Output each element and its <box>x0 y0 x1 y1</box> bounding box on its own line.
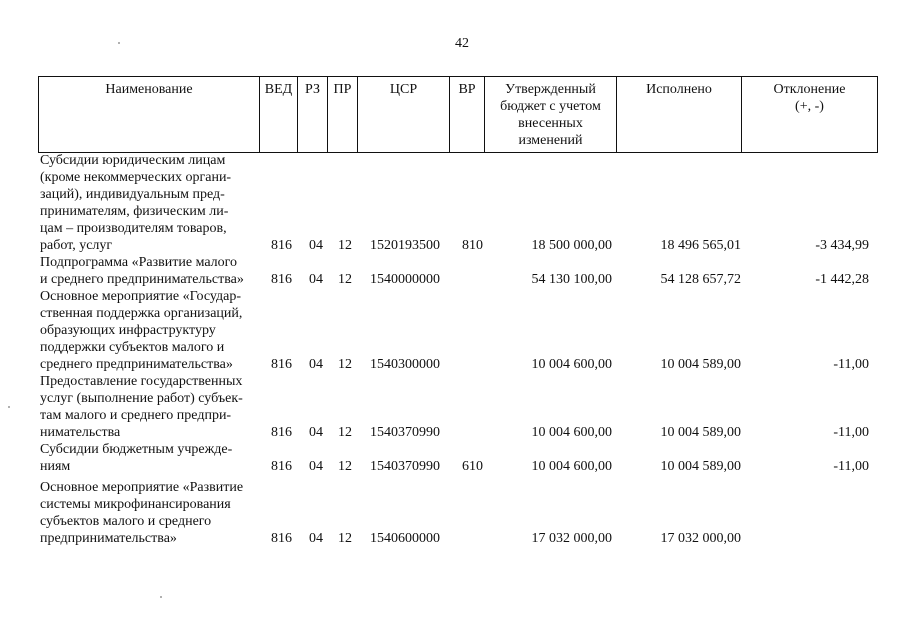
row-executed: 10 004 589,00 <box>660 357 741 372</box>
row-pr: 12 <box>338 531 352 546</box>
row-deviation: -11,00 <box>833 425 869 440</box>
row-rz: 04 <box>309 357 323 372</box>
row-ved: 816 <box>271 357 292 372</box>
row-csr: 1540000000 <box>370 272 440 287</box>
row-rz: 04 <box>309 531 323 546</box>
row-executed: 10 004 589,00 <box>660 425 741 440</box>
row-name: Основное мероприятие «Государ- ственная поддержка организаций, образующих инфраструктуру поддержки субъектов малого и среднего предпринимательства» <box>40 289 243 372</box>
row-csr: 1540370990 <box>370 425 440 440</box>
row-name: Подпрограмма «Развитие малого и среднего предпринимательства» <box>40 255 244 287</box>
row-budget: 10 004 600,00 <box>531 425 612 440</box>
row-budget: 10 004 600,00 <box>531 357 612 372</box>
row-executed: 54 128 657,72 <box>660 272 741 287</box>
row-deviation: -3 434,99 <box>815 238 869 253</box>
table-header <box>38 76 878 153</box>
row-name: Основное мероприятие «Развитие системы микрофинансирования субъектов малого и среднего предпринимательства» <box>40 480 244 546</box>
row-rz: 04 <box>309 272 323 287</box>
row-csr: 1520193500 <box>370 238 440 253</box>
row-deviation: -1 442,28 <box>815 272 869 287</box>
row-pr: 12 <box>338 425 352 440</box>
row-pr: 12 <box>338 357 352 372</box>
row-ved: 816 <box>271 425 292 440</box>
header-vr: ВР <box>449 77 484 152</box>
row-pr: 12 <box>338 459 352 474</box>
row-ved: 816 <box>271 238 292 253</box>
row-csr: 1540600000 <box>370 531 440 546</box>
page-number: 42 <box>455 36 469 51</box>
header-rz: РЗ <box>297 77 327 152</box>
row-executed: 18 496 565,01 <box>660 238 741 253</box>
row-budget: 18 500 000,00 <box>531 238 612 253</box>
row-name: Предоставление государственных услуг (выполнение работ) субъек- там малого и среднего предпри- нимательства <box>40 374 243 440</box>
row-name: Субсидии бюджетным учрежде- ниям <box>40 442 233 474</box>
row-executed: 17 032 000,00 <box>660 531 741 546</box>
row-vr: 810 <box>462 238 483 253</box>
row-budget: 54 130 100,00 <box>531 272 612 287</box>
row-budget: 17 032 000,00 <box>531 531 612 546</box>
row-name: Субсидии юридическим лицам (кроме некоммерческих органи- заций), индивидуальным пред- принимателям, физическим ли- цам – производителям товаров, работ, услуг <box>40 153 232 253</box>
row-rz: 04 <box>309 459 323 474</box>
row-csr: 1540370990 <box>370 459 440 474</box>
row-budget: 10 004 600,00 <box>531 459 612 474</box>
row-pr: 12 <box>338 272 352 287</box>
header-pr: ПР <box>327 77 357 152</box>
header-executed: Исполнено <box>616 77 741 152</box>
row-executed: 10 004 589,00 <box>660 459 741 474</box>
row-ved: 816 <box>271 272 292 287</box>
row-vr: 610 <box>462 459 483 474</box>
row-rz: 04 <box>309 425 323 440</box>
row-ved: 816 <box>271 531 292 546</box>
row-csr: 1540300000 <box>370 357 440 372</box>
scan-speck <box>118 42 120 44</box>
row-pr: 12 <box>338 238 352 253</box>
row-deviation: -11,00 <box>833 459 869 474</box>
row-rz: 04 <box>309 238 323 253</box>
header-csr: ЦСР <box>357 77 449 152</box>
scan-speck <box>160 596 162 598</box>
row-ved: 816 <box>271 459 292 474</box>
scan-speck <box>8 406 10 408</box>
header-name: Наименование <box>105 82 193 97</box>
header-ved: ВЕД <box>259 77 297 152</box>
row-deviation: -11,00 <box>833 357 869 372</box>
header-budget: Утвержденный бюджет с учетом внесенных изменений <box>484 77 616 152</box>
header-deviation: Отклонение (+, -) <box>741 77 877 152</box>
